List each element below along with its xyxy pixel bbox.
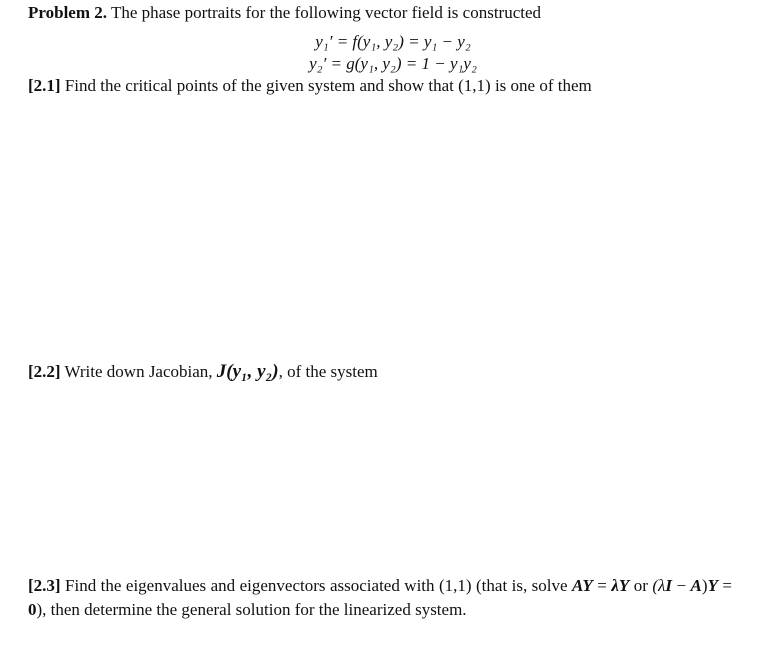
part-2-2-text-before: Write down Jacobian, [60, 362, 217, 381]
part-2-3-text-b: = [592, 576, 612, 595]
math-AY: AY [572, 576, 593, 595]
part-2-3-text-e: − [672, 576, 691, 595]
part-2-1-text: Find the critical points of the given system and show that (1,1) is one of them [60, 76, 592, 95]
math-I: I [665, 576, 673, 595]
part-2-1-number: [2.1] [28, 76, 61, 95]
part-2-1 [28, 76, 592, 96]
part-2-3-number: [2.3] [28, 576, 61, 595]
jacobian-symbol: J(y₁, y₂) [216, 361, 279, 382]
math-lambdaY: λY [611, 576, 630, 595]
part-2-3-text-f: ) [701, 576, 708, 595]
math-zero: 0 [28, 600, 37, 619]
part-2-2-text-after: , of the system [278, 362, 378, 381]
part-2-3-text-h: ), then determine the general solution for the linearized system. [36, 600, 467, 619]
part-2-3-text-a: Find the eigenvalues and eigenvectors associated with (1,1) (that is, solve [60, 576, 573, 595]
problem-intro: The phase portraits for the following vector field is constructed [107, 3, 542, 22]
part-2-3-text-g: = [717, 576, 733, 595]
problem-heading [28, 3, 541, 23]
equation-2: y₂′ = g(y₁, y₂) = 1 − y₁y₂ [309, 54, 477, 73]
equation-1: y₁′ = f(y₁, y₂) = y₁ − y₂ [315, 32, 471, 51]
part-2-3 [28, 574, 732, 622]
problem-label: Problem 2. [28, 3, 108, 22]
math-Y: Y [707, 576, 718, 595]
math-A: A [690, 576, 702, 595]
part-2-3-text-d: (λ [652, 576, 666, 595]
part-2-2 [28, 362, 378, 382]
part-2-2-number: [2.2] [28, 362, 61, 381]
part-2-3-text-c: or [629, 576, 653, 595]
